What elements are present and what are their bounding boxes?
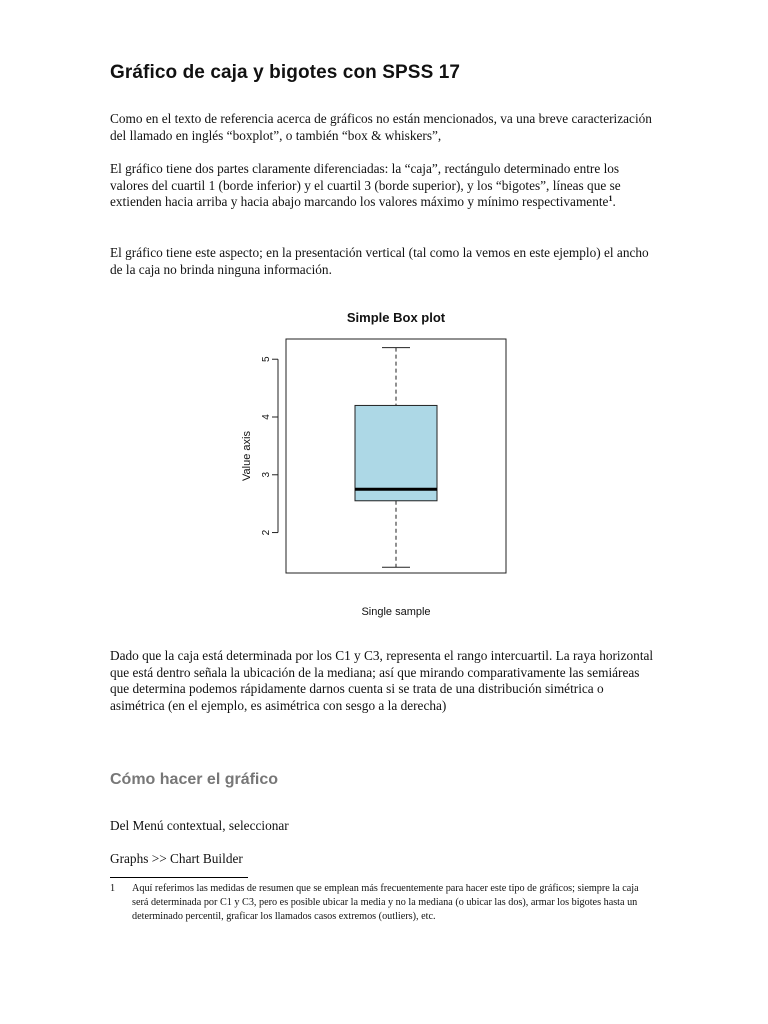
- x-axis-label: Single sample: [361, 606, 431, 618]
- footnote-reference[interactable]: 1: [608, 194, 613, 204]
- box-series: [355, 348, 437, 568]
- menu-instruction: Del Menú contextual, seleccionar: [110, 818, 289, 833]
- y-tick-label: 5: [261, 356, 272, 363]
- chart-title: Simple Box plot: [346, 310, 446, 325]
- y-tick-label: 4: [261, 414, 272, 420]
- paragraph-parts: El gráfico tiene dos partes claramente diferenciadas: la “caja”, rectángulo determinado entre los valores del cuartil 1 (borde inferior) y el cuartil 3 (borde superior), y los “bigotes”, líneas que se extienden hacia arriba y hacia abajo marcando los valores máximo y mínimo respectivamente$^1$.: [110, 161, 621, 210]
- paragraph-interpretation: Dado que la caja está determinada por los C1 y C3, representa el rango intercuartil. La raya horizontal que está dentro señala la ubicación de la mediana; así que mirando comparativamente las semiáreas que determina podemos rápidamente darnos cuenta si se trata de una distribución simétrica o asimétrica (en el ejemplo, es asimétrica con sesgo a la derecha): [110, 648, 654, 714]
- document-title: Gráfico de caja y bigotes con SPSS 17: [110, 62, 461, 83]
- paragraph-aspect: El gráfico tiene este aspecto; en la presentación vertical (tal como la vemos en este ejemplo) el ancho de la caja no brinda ninguna información.: [110, 245, 649, 277]
- footnote-number: 1: [110, 883, 116, 894]
- paragraph-parts-text: El gráfico tiene dos partes claramente diferenciadas: la “caja”, rectángulo determinado entre los valores del cuartil 1 (borde inferior) y el cuartil 3 (borde superior), y los “bigotes”, líneas que se extienden hacia arriba y hacia abajo marcando los valores máximo y mínimo respectivamente: [110, 161, 621, 210]
- y-axis-label: Value axis: [241, 431, 253, 481]
- boxplot-chart: [228, 300, 528, 630]
- y-tick-label: 3: [261, 471, 272, 478]
- iqr-box: [355, 405, 437, 500]
- y-axis: [261, 356, 278, 535]
- menu-path: Graphs >> Chart Builder: [110, 851, 243, 866]
- paragraph-intro: Como en el texto de referencia acerca de gráficos no están mencionados, va una breve caracterización del llamado en inglés “boxplot”, o también “box & whiskers”,: [110, 111, 652, 143]
- section-heading: Cómo hacer el gráfico: [110, 771, 279, 788]
- footnote-separator: [110, 877, 248, 878]
- footnote-text: Aquí referimos las medidas de resumen que se emplean más frecuentemente para hacer este tipo de gráficos; siempre la caja será determinada por C1 y C3, pero es posible ubicar la media y no la mediana (o ubicar las dos), armar los bigotes hasta un determinado percentil, graficar los llamados casos extremos (outliers), etc.: [132, 883, 639, 922]
- y-tick-label: 2: [261, 529, 272, 536]
- box-item: [355, 348, 437, 568]
